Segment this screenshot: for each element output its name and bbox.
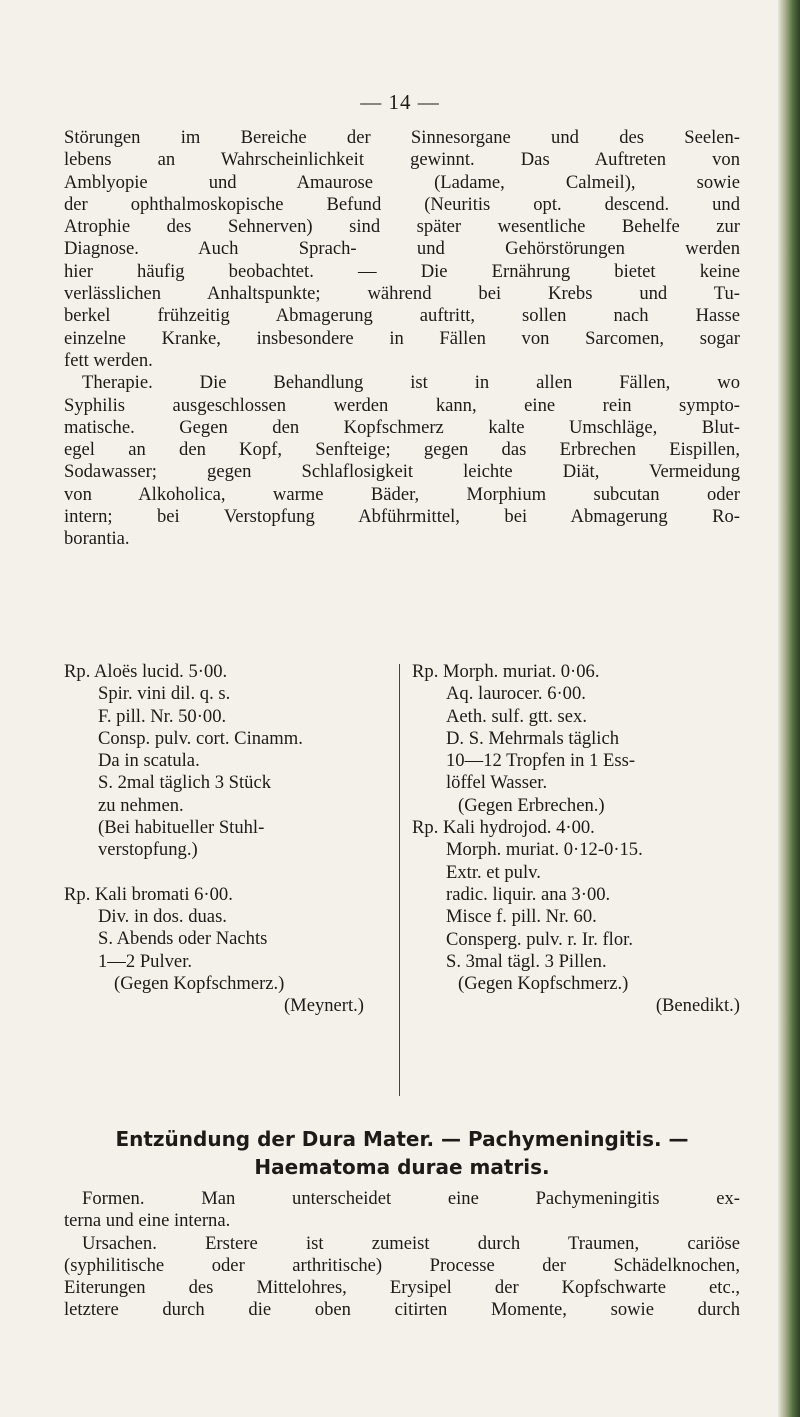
- text-line: verlässlichen Anhaltspunkte; während bei Krebs und Tu-: [64, 283, 740, 305]
- rx-line: Extr. et pulv.: [446, 861, 541, 883]
- rx-line: zu nehmen.: [98, 794, 184, 816]
- heading-line: Haematoma durae matris.: [254, 1155, 550, 1179]
- text-line: terna und eine interna.: [64, 1210, 231, 1232]
- section-heading: [64, 1125, 740, 1181]
- rx-line: Misce f. pill. Nr. 60.: [446, 906, 597, 928]
- rx-line: Consperg. pulv. r. Ir. flor.: [446, 928, 633, 950]
- text-line: Therapie. Die Behandlung ist in allen Fällen, wo: [82, 372, 740, 394]
- rx-line: F. pill. Nr. 50·00.: [98, 705, 227, 727]
- page-number: — 14 —: [360, 90, 440, 114]
- rx-line: Consp. pulv. cort. Cinamm.: [98, 727, 303, 749]
- page-edge-shadow: [778, 0, 800, 1417]
- rx-line: Aeth. sulf. gtt. sex.: [446, 705, 587, 727]
- heading-line: Entzündung der Dura Mater. — Pachymeningitis. —: [115, 1127, 689, 1151]
- rx-author: (Benedikt.): [655, 995, 740, 1017]
- rx-line: Morph. muriat. 0·12-0·15.: [446, 839, 643, 861]
- rx-line: S. Abends oder Nachts: [98, 928, 268, 950]
- prescriptions-left-column: [64, 661, 364, 1017]
- rx-line: Aq. laurocer. 6·00.: [446, 683, 586, 705]
- text-line: Sodawasser; gegen Schlaflosigkeit leichte Diät, Vermeidung: [64, 461, 740, 483]
- text-line: Formen. Man unterscheidet eine Pachymeningitis ex-: [82, 1188, 740, 1209]
- prescriptions-right-column: [412, 661, 740, 1018]
- rx-line: D. S. Mehrmals täglich: [446, 727, 619, 749]
- rx-line: Rp. Kali bromati 6·00.: [64, 883, 233, 905]
- text-line: hier häufig beobachtet. — Die Ernährung bietet keine: [64, 260, 740, 282]
- rx-line: 10—12 Tropfen in 1 Ess-: [446, 750, 636, 772]
- text-line: lebens an Wahrscheinlichkeit gewinnt. Das Auftreten von: [64, 149, 740, 171]
- paragraph-forms-causes: [64, 1188, 740, 1322]
- rx-line: löffel Wasser.: [446, 772, 548, 794]
- rx-line: Da in scatula.: [98, 750, 200, 772]
- text-line: letztere durch die oben citirten Momente, sowie durch: [64, 1299, 740, 1321]
- rx-line: S. 2mal täglich 3 Stück: [98, 772, 272, 794]
- rx-line: verstopfung.): [98, 839, 198, 861]
- text-line: von Alkoholica, warme Bäder, Morphium subcutan oder: [64, 483, 740, 505]
- rx-line: Spir. vini dil. q. s.: [98, 683, 231, 705]
- rx-line: (Gegen Kopfschmerz.): [114, 972, 285, 994]
- rx-line: S. 3mal tägl. 3 Pillen.: [446, 950, 607, 972]
- rx-line: Rp. Morph. muriat. 0·06.: [412, 661, 600, 682]
- text-line: Störungen im Bereiche der Sinnesorgane und des Seelen-: [64, 127, 740, 148]
- prescription-morphium: [412, 661, 740, 817]
- rx-line: Div. in dos. duas.: [98, 905, 227, 927]
- rx-line: (Bei habitueller Stuhl-: [98, 817, 265, 839]
- text-line: intern; bei Verstopfung Abführmittel, bei Abmagerung Ro-: [64, 506, 740, 528]
- text-line: Diagnose. Auch Sprach- und Gehörstörungen werden: [64, 238, 740, 260]
- prescription-aloes: [64, 661, 364, 862]
- rx-line: radic. liquir. ana 3·00.: [446, 883, 611, 905]
- rx-line: 1—2 Pulver.: [98, 950, 193, 972]
- prescription-kali-bromati: [64, 884, 364, 1018]
- rx-line: Rp. Kali hydrojod. 4·00.: [412, 817, 595, 839]
- text-line: der ophthalmoskopische Befund (Neuritis opt. descend. und: [64, 193, 740, 215]
- rx-line: (Gegen Erbrechen.): [458, 794, 605, 816]
- rx-line: (Gegen Kopfschmerz.): [458, 973, 629, 995]
- text-line: egel an den Kopf, Senfteige; gegen das Erbrechen Eispillen,: [64, 439, 740, 461]
- text-line: Syphilis ausgeschlossen werden kann, eine rein sympto-: [64, 394, 740, 416]
- text-line: borantia.: [64, 528, 130, 550]
- text-line: matische. Gegen den Kopfschmerz kalte Umschläge, Blut-: [64, 416, 740, 438]
- paragraph-symptoms: [64, 127, 740, 551]
- text-line: Amblyopie und Amaurose (Ladame, Calmeil), sowie: [64, 171, 740, 193]
- column-divider: [399, 664, 400, 1096]
- rx-author: (Meynert.): [283, 995, 364, 1017]
- prescription-kali-hydrojod: [412, 817, 740, 1018]
- text-line: Ursachen. Erstere ist zumeist durch Traumen, cariöse: [82, 1232, 740, 1254]
- text-line: berkel frühzeitig Abmagerung auftritt, sollen nach Hasse: [64, 305, 740, 327]
- rx-line: Rp. Aloës lucid. 5·00.: [64, 661, 228, 682]
- text-line: einzelne Kranke, insbesondere in Fällen von Sarcomen, sogar: [64, 327, 740, 349]
- text-line: fett werden.: [64, 349, 153, 371]
- text-line: Eiterungen des Mittelohres, Erysipel der Kopfschwarte etc.,: [64, 1277, 740, 1299]
- text-line: (syphilitische oder arthritische) Processe der Schädelknochen,: [64, 1254, 740, 1276]
- text-line: Atrophie des Sehnerven) sind später wesentliche Behelfe zur: [64, 216, 740, 238]
